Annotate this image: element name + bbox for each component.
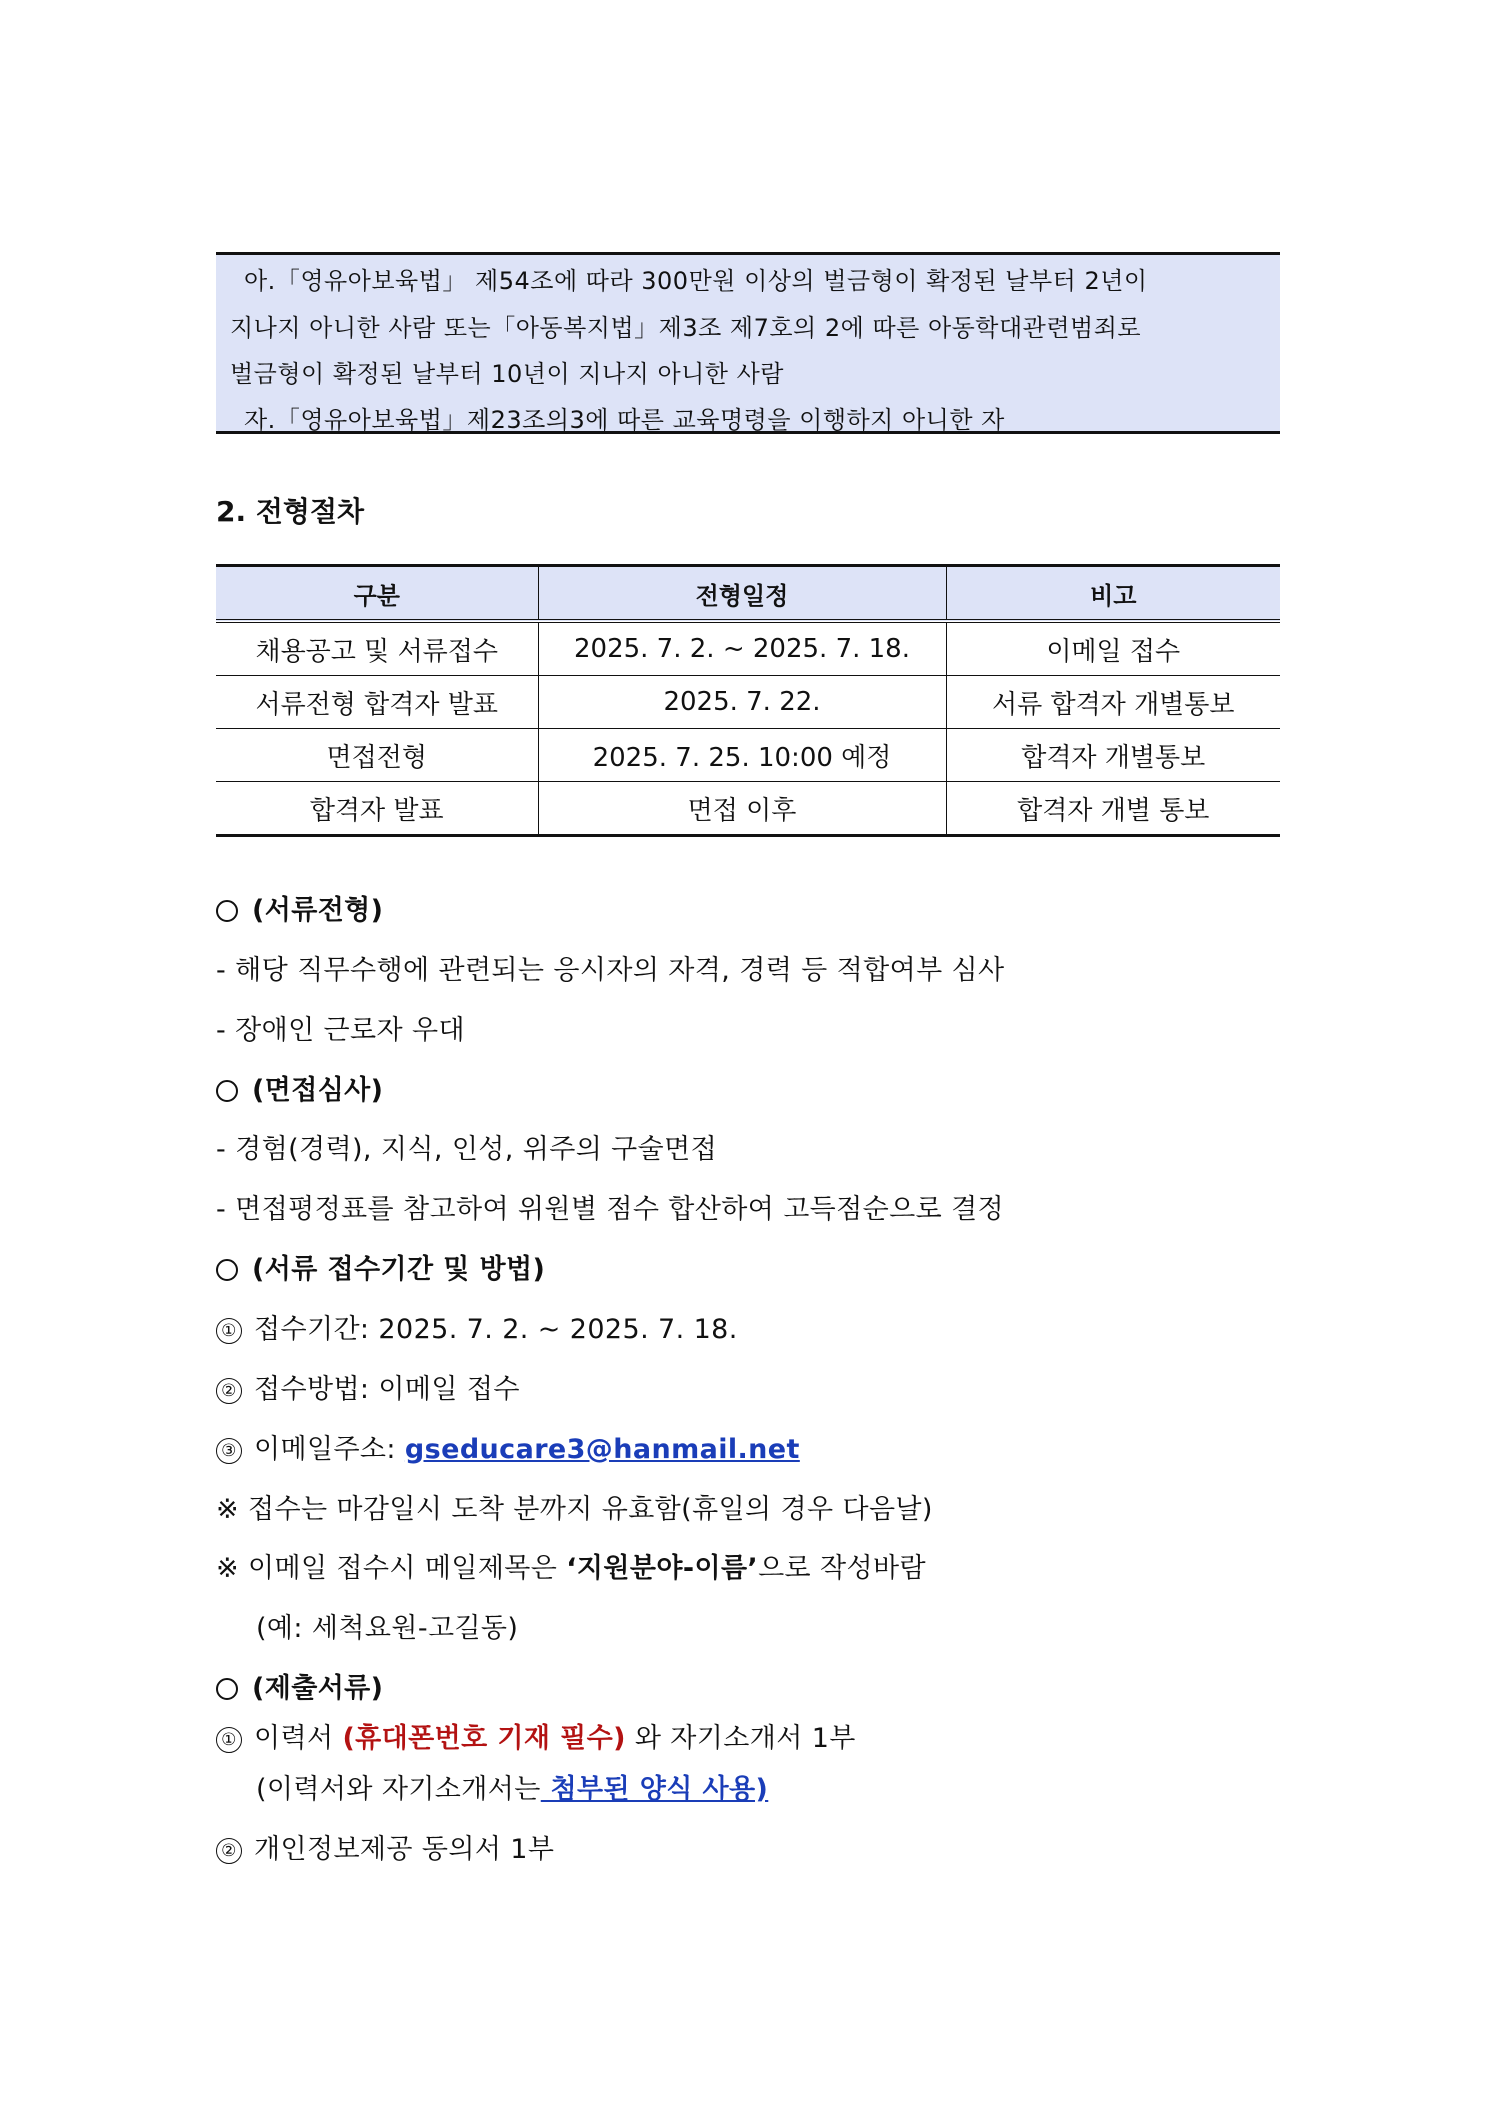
documents-item-1 — [216, 1716, 856, 1755]
table-cell: 합격자 개별통보 — [946, 729, 1280, 782]
table-cell: 2025. 7. 25. 10:00 예정 — [538, 729, 946, 782]
notice-line-4: 자.「영유아보육법」제23조의3에 따른 교육명령을 이행하지 아니한 자 — [244, 406, 1005, 434]
interview-item-2: - 면접평정표를 참고하여 위원별 점수 합산하여 고득점순으로 결정 — [216, 1194, 1005, 1225]
interview-heading — [216, 1068, 383, 1107]
documents-item-1-note — [256, 1767, 768, 1806]
table-row — [216, 676, 1280, 729]
circle-bullet-icon — [216, 1080, 238, 1102]
submission-note-1: ※ 접수는 마감일시 도착 분까지 유효함(휴일의 경우 다음날) — [216, 1494, 933, 1525]
table-cell: 면접 이후 — [538, 782, 946, 836]
submission-period-text: 접수기간: 2025. 7. 2. ~ 2025. 7. 18. — [254, 1314, 738, 1345]
number-1-icon: ① — [216, 1318, 242, 1344]
submission-heading-text: (서류 접수기간 및 방법) — [252, 1254, 546, 1285]
number-2-icon: ② — [216, 1838, 242, 1864]
table-row — [216, 729, 1280, 782]
item2-text: 개인정보제공 동의서 1부 — [254, 1834, 555, 1865]
interview-item-1: - 경험(경력), 지식, 인성, 위주의 구술면접 — [216, 1134, 718, 1165]
submission-method-text: 접수방법: 이메일 접수 — [254, 1374, 520, 1405]
doc-review-heading — [216, 888, 383, 927]
table-cell: 서류전형 합격자 발표 — [216, 676, 538, 729]
table-header-cell: 비고 — [946, 566, 1280, 622]
number-3-icon: ③ — [216, 1438, 242, 1464]
table-header-cell: 구분 — [216, 566, 538, 622]
table-row — [216, 782, 1280, 836]
table-cell: 합격자 개별 통보 — [946, 782, 1280, 836]
documents-heading — [216, 1666, 383, 1705]
table-cell: 합격자 발표 — [216, 782, 538, 836]
submission-note-2 — [216, 1546, 926, 1585]
submission-heading — [216, 1247, 545, 1286]
table-header-cell: 전형일정 — [538, 566, 946, 622]
notice-line-1: 아.「영유아보육법」 제54조에 따라 300만원 이상의 벌금형이 확정된 날부터 2년이 — [244, 267, 1148, 295]
table-cell: 2025. 7. 2. ~ 2025. 7. 18. — [538, 621, 946, 676]
submission-example: (예: 세척요원-고길동) — [256, 1613, 519, 1644]
doc-review-item-2: - 장애인 근로자 우대 — [216, 1015, 465, 1046]
email-label: 이메일주소: — [254, 1434, 396, 1465]
doc-review-heading-text: (서류전형) — [252, 895, 384, 926]
notice-line-2: 지나지 아니한 사람 또는「아동복지법」제3조 제7호의 2에 따른 아동학대관련범죄로 — [230, 314, 1142, 342]
table-cell: 면접전형 — [216, 729, 538, 782]
item1-suffix: 와 자기소개서 1부 — [625, 1723, 856, 1754]
item1-required-note: (휴대폰번호 기재 필수) — [342, 1723, 626, 1754]
table-row — [216, 621, 1280, 676]
table-cell: 이메일 접수 — [946, 621, 1280, 676]
documents-item-2 — [216, 1827, 554, 1866]
note2-bold: ‘지원분야-이름’ — [566, 1553, 759, 1584]
submission-period — [216, 1307, 738, 1346]
note2-suffix: 으로 작성바람 — [758, 1553, 926, 1584]
circle-bullet-icon — [216, 1259, 238, 1281]
table-cell: 서류 합격자 개별통보 — [946, 676, 1280, 729]
doc-review-item-1: - 해당 직무수행에 관련되는 응시자의 자격, 경력 등 적합여부 심사 — [216, 955, 1005, 986]
email-link[interactable]: gseducare3@hanmail.net — [404, 1434, 800, 1465]
documents-heading-text: (제출서류) — [252, 1673, 384, 1704]
circle-bullet-icon — [216, 900, 238, 922]
disqualification-notice-box — [216, 252, 1280, 434]
number-1-icon: ① — [216, 1727, 242, 1753]
section-title: 2. 전형절차 — [216, 495, 365, 528]
circle-bullet-icon — [216, 1678, 238, 1700]
note2-prefix: ※ 이메일 접수시 메일제목은 — [216, 1553, 567, 1584]
interview-heading-text: (면접심사) — [252, 1075, 384, 1106]
schedule-table — [216, 564, 1280, 837]
item1-prefix: 이력서 — [254, 1723, 343, 1754]
submission-email — [216, 1427, 800, 1466]
submission-method — [216, 1367, 520, 1406]
item1-note-prefix: (이력서와 자기소개서는 — [256, 1774, 541, 1805]
notice-line-3: 벌금형이 확정된 날부터 10년이 지나지 아니한 사람 — [230, 360, 784, 388]
table-header-row — [216, 566, 1280, 622]
table-cell: 채용공고 및 서류접수 — [216, 621, 538, 676]
number-2-icon: ② — [216, 1378, 242, 1404]
item1-note-form: 첨부된 양식 사용) — [540, 1774, 769, 1805]
table-cell: 2025. 7. 22. — [538, 676, 946, 729]
